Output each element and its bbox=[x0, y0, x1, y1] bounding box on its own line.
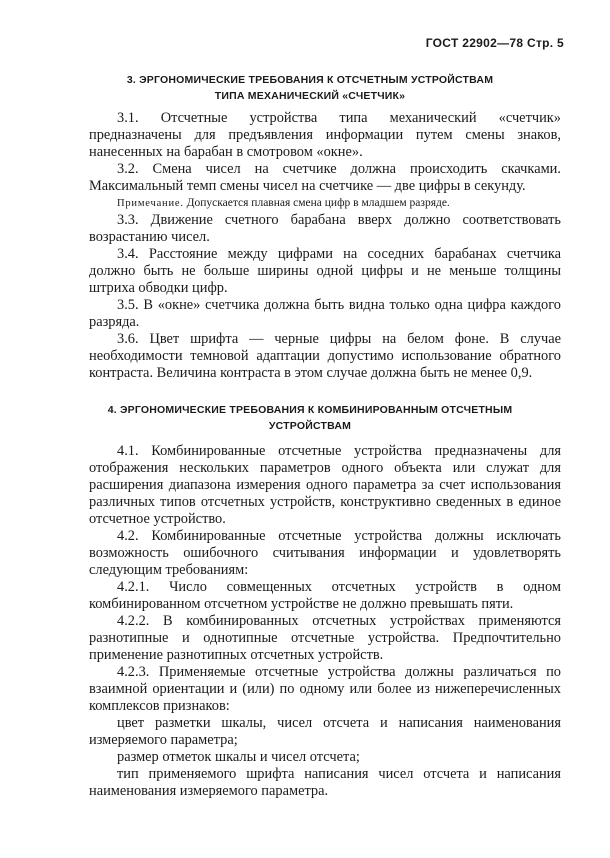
section-4-title-line-1: 4. ЭРГОНОМИЧЕСКИЕ ТРЕБОВАНИЯ К КОМБИНИРОВАННЫМ ОТСЧЕТНЫМ bbox=[107, 404, 513, 416]
page-header: ГОСТ 22902—78 Стр. 5 bbox=[425, 36, 564, 50]
section-3-title bbox=[90, 72, 530, 104]
note-text: Допускается плавная смена цифр в младшем разряде. bbox=[186, 197, 450, 209]
section-3-title-line-1: 3. ЭРГОНОМИЧЕСКИЕ ТРЕБОВАНИЯ К ОТСЧЕТНЫМ УСТРОЙСТВАМ bbox=[126, 74, 494, 86]
paragraph-4-1: 4.1. Комбинированные отсчетные устройства предназначены для отображения нескольких параметров одного объекта или служат для расширения диапазона измерения одного параметра за счет использования различных типов отсчетных устройств, конструктивно сведенных в единое отсчетное устройство. bbox=[89, 443, 561, 527]
section-3-title-line-2: ТИПА МЕХАНИЧЕСКИЙ «СЧЕТЧИК» bbox=[214, 90, 406, 102]
paragraph-3-2: 3.2. Смена чисел на счетчике должна происходить скачками. Максимальный темп смены чисел на счетчике — две цифры в секунду. bbox=[89, 161, 561, 194]
paragraph-3-3: 3.3. Движение счетного барабана вверх должно соответствовать возрастанию чисел. bbox=[89, 212, 561, 245]
paragraph-3-5: 3.5. В «окне» счетчика должна быть видна только одна цифра каждого разряда. bbox=[89, 297, 561, 330]
note-label: Примечание. bbox=[117, 198, 184, 209]
paragraph-3-4: 3.4. Расстояние между цифрами на соседних барабанах счетчика должно быть не больше ширины одной цифры и не меньше толщины штриха обводки цифр. bbox=[89, 246, 561, 296]
list-item-2: размер отметок шкалы и чисел отсчета; bbox=[117, 749, 360, 765]
paragraph-4-2: 4.2. Комбинированные отсчетные устройства должны исключать возможность ошибочного считывания информации и удовлетворять следующим требованиям: bbox=[89, 528, 561, 578]
paragraph-4-2-1: 4.2.1. Число совмещенных отсчетных устройств в одном комбинированном отсчетном устройстве не должно превышать пяти. bbox=[89, 579, 561, 612]
note bbox=[89, 195, 561, 212]
list-item-1: цвет разметки шкалы, чисел отсчета и написания наименования измеряемого параметра; bbox=[89, 715, 561, 748]
paragraph-4-2-3: 4.2.3. Применяемые отсчетные устройства должны различаться по взаимной ориентации и (или) по одному или более из нижеперечисленных комплексов признаков: bbox=[89, 664, 561, 714]
section-4-title bbox=[90, 402, 530, 434]
section-4-body bbox=[89, 443, 561, 800]
paragraph-3-1: 3.1. Отсчетные устройства типа механический «счетчик» предназначены для предъявления информации путем смены знаков, нанесенных на барабан в смотровом «окне». bbox=[89, 110, 561, 160]
paragraph-3-6: 3.6. Цвет шрифта — черные цифры на белом фоне. В случае необходимости темновой адаптации допустимо использование обратного контраста. Величина контраста в этом случае должна быть не менее 0,9. bbox=[89, 331, 561, 381]
section-3-body bbox=[89, 110, 561, 382]
paragraph-4-2-2: 4.2.2. В комбинированных отсчетных устройствах применяются разнотипные и однотипные отсчетные устройства. Предпочтительно применение разнотипных отсчетных устройств. bbox=[89, 613, 561, 663]
section-4-title-line-2: УСТРОЙСТВАМ bbox=[268, 420, 352, 432]
list-item-3: тип применяемого шрифта написания чисел отсчета и написания наименования измеряемого параметра. bbox=[89, 766, 561, 799]
